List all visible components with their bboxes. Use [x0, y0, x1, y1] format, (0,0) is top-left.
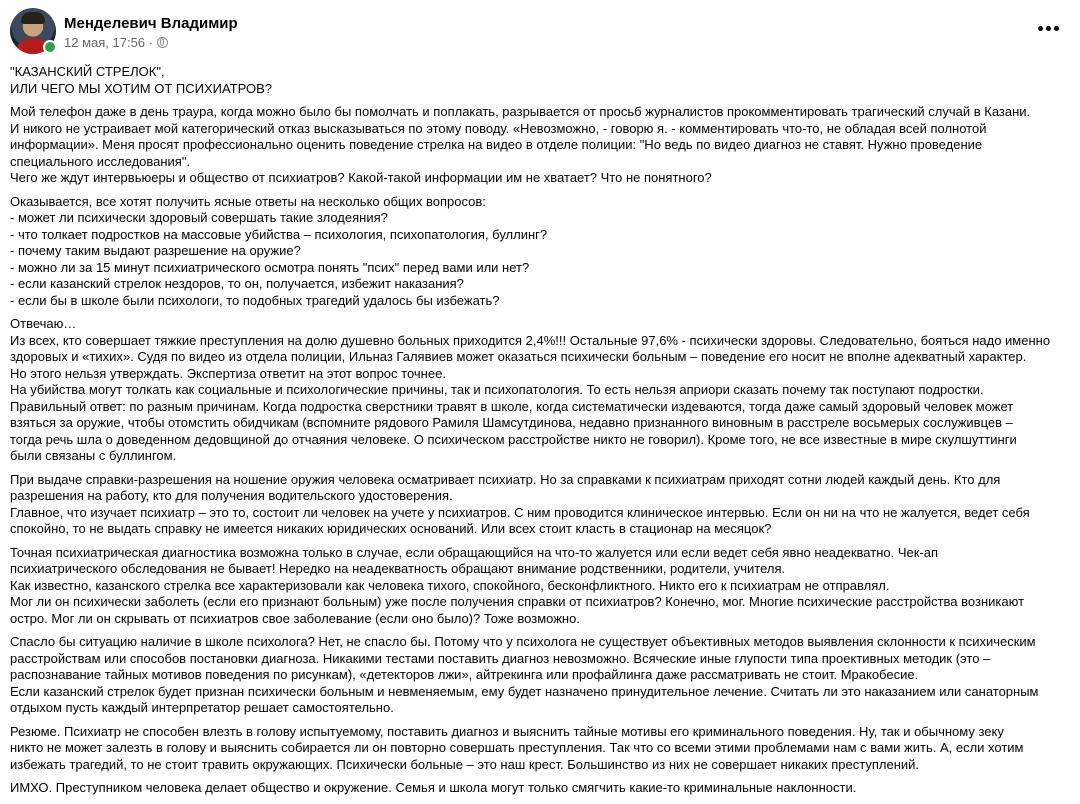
paragraph-line: были связаны с буллингом.	[10, 448, 177, 463]
post-paragraph	[10, 634, 1065, 717]
paragraph-line: отдыхом пусть каждый интерпретатор решает самостоятельно.	[10, 700, 394, 715]
paragraph-line: - если казанский стрелок нездоров, то он, получается, избежит наказания?	[10, 276, 464, 291]
post-header	[10, 8, 1070, 54]
paragraph-line: - может ли психически здоровый совершать такие злодеяния?	[10, 210, 388, 225]
paragraph-line: Спасло бы ситуацию наличие в школе психолога? Нет, не спасло бы. Потому что у психолога не существует объективных методов выявления склонности к психическим	[10, 634, 1036, 649]
online-status-icon	[43, 40, 57, 54]
more-options-button[interactable]	[1034, 18, 1062, 38]
paragraph-line: - почему таким выдают разрешение на оружие?	[10, 243, 301, 258]
paragraph-line: спокойно, то не выдать справку не имеется никаких юридических оснований. Или всех стоит класть в стационар на месяцок?	[10, 521, 772, 536]
more-dot	[1054, 26, 1059, 31]
avatar-hair	[21, 12, 45, 24]
paragraph-line: Резюме. Психиатр не способен влезть в голову испытуемому, поставить диагноз и выяснить тайные мотивы его криминального поведения. Ну, так и обычному зеку	[10, 723, 1004, 739]
paragraph-line: ИМХО. Преступником человека делает общество и окружение. Семья и школа могут только смягчить какие-то криминальные наклонности.	[10, 780, 857, 795]
paragraph-line: специального исследования".	[10, 153, 191, 169]
paragraph-line: Главное, что изучает психиатр – это то, состоит ли человек на учете у психиатров. С ним проводится клиническое интервью. Если он ни на что не жалуется, ведет себя	[10, 504, 1030, 520]
paragraph-line: Оказывается, все хотят получить ясные ответы на несколько общих вопросов:	[10, 193, 486, 209]
post-paragraph	[10, 104, 1065, 187]
post-paragraph	[10, 472, 1065, 538]
paragraph-line: здоровых и «тихих». Судя по видео из отдела полиции, Ильназ Галявиев может оказаться психически больным – поведение его носит не вполне адекватный характер.	[10, 349, 1027, 364]
post-paragraph	[10, 724, 1065, 774]
paragraph-line: Отвечаю…	[10, 316, 77, 331]
paragraph-line: расстройствам или способов постановки диагноза. Никакими тестами поставить диагноз невозможно. Всяческие иные глупости типа проективных методик (это –	[10, 650, 991, 666]
paragraph-line: Но этого нельзя утверждать. Экспертиза ответит на этот вопрос точнее.	[10, 365, 446, 381]
paragraph-line: Мой телефон даже в день траура, когда можно было бы помолчать и поплакать, разрывается от просьб журналистов прокомментировать трагический случай в Казани.	[10, 104, 1031, 119]
paragraph-line: Если казанский стрелок будет признан психически больным и невменяемым, ему будет назначено принудительное лечение. Считать ли это наказанием или санаторным	[10, 683, 1039, 699]
paragraph-line: И никого не устраивает мой категорический отказ высказываться по этому поводу. «Невозможно, - говорю я. - комментировать что-то, не обладая всей полнотой	[10, 120, 987, 136]
title-line: "КАЗАНСКИЙ СТРЕЛОК",	[10, 64, 165, 79]
post-timestamp[interactable]: 12 мая, 17:56 ·	[64, 35, 153, 50]
paragraph-line: Из всех, кто совершает тяжкие преступления на долю душевно больных приходится 2,4%!!! Остальные 97,6% - психически здоровы. Следовательно, бояться надо именно	[10, 332, 1051, 348]
paragraph-line: взяться за оружие, чтобы отомстить обидчикам (вспомните рядового Рамиля Шамсутдинова, недавно признанного виновным в расстреле восьмерых сослуживцев –	[10, 415, 1013, 430]
paragraph-line: Как известно, казанского стрелка все характеризовали как человека тихого, спокойного, бесконфликтного. Никто его к психиатрам не отправлял.	[10, 577, 890, 593]
paragraph-line: - можно ли за 15 минут психиатрического осмотра понять "псих" перед вами или нет?	[10, 259, 530, 275]
paragraph-line: Точная психиатрическая диагностика возможна только в случае, если обращающийся на что-то жалуется или если ведет себя явно неадекватно. Чек-ап	[10, 544, 939, 560]
post-paragraph	[10, 316, 1065, 465]
post-paragraph	[10, 194, 1065, 310]
paragraph-line: психиатрического обследования не бывает! Нередко на неадекватность обращают внимание родственники, родители, учителя.	[10, 561, 786, 576]
paragraph-line: разрешения на работу, кто для получения водительского удостоверения.	[10, 488, 453, 503]
post-meta	[64, 35, 168, 50]
paragraph-line: распознавание тайных мотивов поведения по рисункам), «детекторов лжи», айтрекинга или профайлинга даже рассматривать не стоит. Мракобесие.	[10, 667, 919, 682]
paragraph-line: На убийства могут толкать как социальные и психологические причины, так и психопатология. То есть нельзя априори сказать почему так поступают подростки.	[10, 382, 984, 397]
paragraph-line: избежать трагедий, то не стоит травить окружающих. Психически больные – это наш крест. Большинство из них не совершает никаких преступлений.	[10, 756, 920, 772]
post-paragraph	[10, 545, 1065, 628]
title-line: ИЛИ ЧЕГО МЫ ХОТИМ ОТ ПСИХИАТРОВ?	[10, 80, 272, 96]
paragraph-line: тогда речь шла о доведенном дедовщиной до отчаяния человеке. О психическом расстройстве никто не говорил). Кроме того, не все известные в мире скулшуттинги	[10, 431, 1017, 447]
post-title	[10, 64, 1065, 97]
paragraph-line: Мог ли он психически заболеть (если его признают больным) уже после получения справки от психиатров? Конечно, мог. Многие психические расстройства возникают	[10, 594, 1025, 609]
post-body	[10, 64, 1065, 804]
paragraph-line: Правильный ответ: по разным причинам. Когда подростка сверстники травят в школе, когда систематически издеваются, тогда даже самый здоровый человек может	[10, 398, 1014, 414]
more-horizontal-icon	[1038, 26, 1043, 31]
paragraph-line: остро. Мог ли он скрывать от психиатров свое заболевание (если оно было)? Тоже возможно.	[10, 610, 580, 626]
paragraph-line: никто не может залезть в голову и выяснить собирается ли он повторно совершать преступления. Так что со всеми этими проблемами нам с вами жить. А, если хотим	[10, 740, 1024, 755]
globe-icon[interactable]	[157, 37, 168, 48]
paragraph-line: - если бы в школе были психологи, то подобных трагедий удалось бы избежать?	[10, 292, 500, 308]
more-dot	[1046, 26, 1051, 31]
paragraph-line: Чего же ждут интервьюеры и общество от психиатров? Какой-такой информации им не хватает? Что не понятного?	[10, 170, 712, 185]
post-paragraph	[10, 780, 1065, 797]
paragraph-line: информации». Меня просят профессионально оценить поведение стрелка на видео в отделе полиции: "Но ведь по видео диагноз не ставят. Нужно проведение	[10, 137, 983, 152]
paragraph-line: При выдаче справки-разрешения на ношение оружия человека осматривает психиатр. Но за справками к психиатрам приходят сотни людей каждый день. Кто для	[10, 471, 1001, 487]
author-name[interactable]: Менделевич Владимир	[64, 15, 238, 32]
paragraph-line: - что толкает подростков на массовые убийства – психология, психопатология, буллинг?	[10, 226, 548, 242]
